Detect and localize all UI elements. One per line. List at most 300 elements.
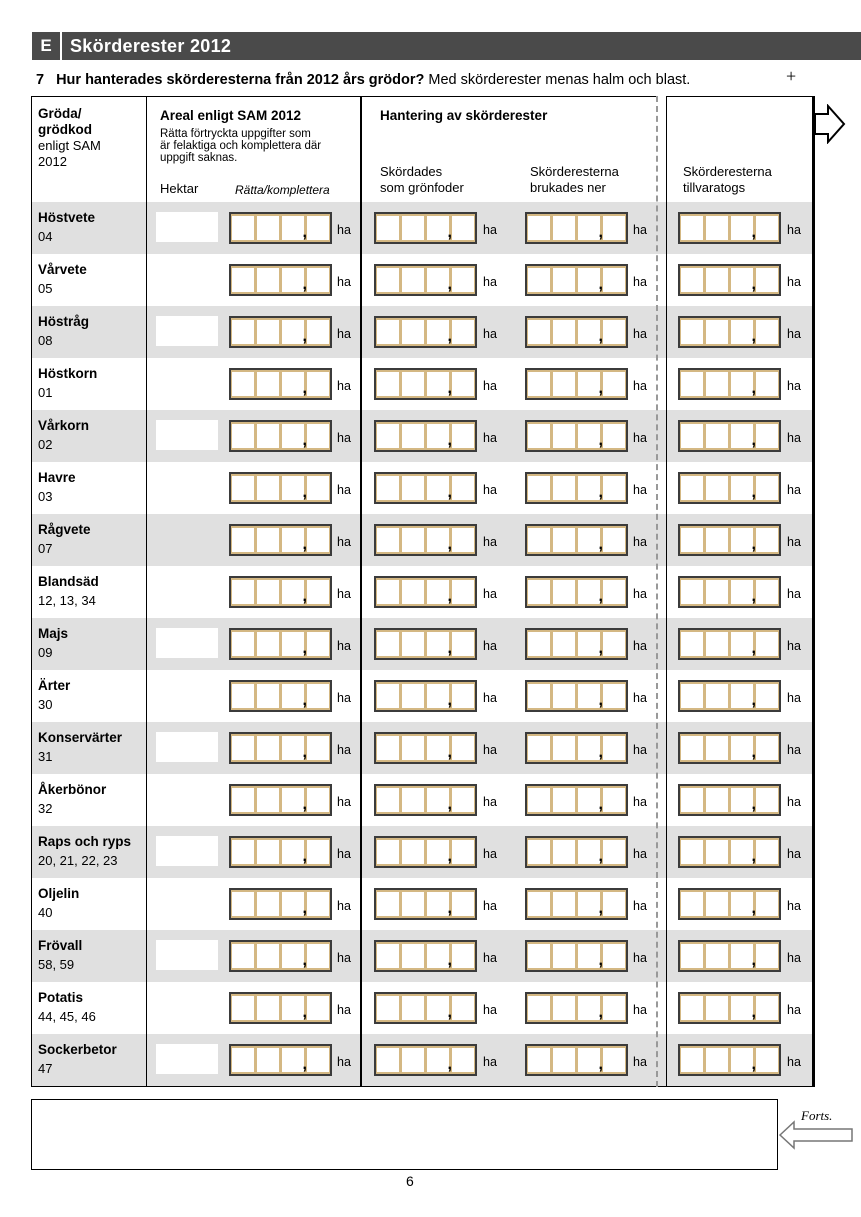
digit-cell[interactable] [402,632,424,656]
digit-cell[interactable] [706,944,728,968]
digit-cell[interactable] [731,892,753,916]
digit-cell[interactable] [427,580,449,604]
digit-cell[interactable] [528,476,550,500]
digit-cell[interactable] [681,268,703,292]
digit-cell[interactable] [681,840,703,864]
digit-cell[interactable] [257,788,279,812]
digit-cell[interactable] [528,268,550,292]
green-fodder-hectare-input[interactable] [374,732,477,764]
digit-cell[interactable] [706,372,728,396]
plowed-down-hectare-input[interactable] [525,628,628,660]
digit-cell[interactable] [681,736,703,760]
digit-cell[interactable] [603,840,625,864]
digit-cell[interactable] [756,1048,778,1072]
digit-cell[interactable] [553,372,575,396]
taken-care-hectare-input[interactable] [678,576,781,608]
digit-cell[interactable] [603,424,625,448]
digit-cell[interactable] [307,788,329,812]
digit-cell[interactable] [402,736,424,760]
taken-care-hectare-input[interactable] [678,628,781,660]
correct-hectare-input[interactable] [229,836,332,868]
digit-cell[interactable] [377,736,399,760]
digit-cell[interactable] [257,736,279,760]
digit-cell[interactable] [603,684,625,708]
digit-cell[interactable] [706,216,728,240]
digit-cell[interactable] [427,684,449,708]
digit-cell[interactable] [756,840,778,864]
digit-cell[interactable] [731,944,753,968]
taken-care-hectare-input[interactable] [678,940,781,972]
digit-cell[interactable] [756,580,778,604]
digit-cell[interactable] [706,268,728,292]
digit-cell[interactable] [578,320,600,344]
digit-cell[interactable] [427,320,449,344]
digit-cell[interactable] [578,372,600,396]
digit-cell[interactable] [553,216,575,240]
digit-cell[interactable] [452,476,474,500]
digit-cell[interactable] [706,424,728,448]
digit-cell[interactable] [452,684,474,708]
digit-cell[interactable] [257,528,279,552]
taken-care-hectare-input[interactable] [678,1044,781,1076]
digit-cell[interactable] [578,580,600,604]
taken-care-hectare-input[interactable] [678,368,781,400]
correct-hectare-input[interactable] [229,784,332,816]
digit-cell[interactable] [257,320,279,344]
digit-cell[interactable] [681,216,703,240]
digit-cell[interactable] [681,372,703,396]
digit-cell[interactable] [731,268,753,292]
digit-cell[interactable] [528,216,550,240]
digit-cell[interactable] [528,788,550,812]
notes-box[interactable] [31,1099,778,1170]
digit-cell[interactable] [681,996,703,1020]
digit-cell[interactable] [232,684,254,708]
digit-cell[interactable] [706,892,728,916]
digit-cell[interactable] [553,424,575,448]
digit-cell[interactable] [681,788,703,812]
correct-hectare-input[interactable] [229,992,332,1024]
digit-cell[interactable] [578,840,600,864]
plowed-down-hectare-input[interactable] [525,1044,628,1076]
digit-cell[interactable] [756,684,778,708]
taken-care-hectare-input[interactable] [678,316,781,348]
digit-cell[interactable] [528,736,550,760]
digit-cell[interactable] [232,1048,254,1072]
taken-care-hectare-input[interactable] [678,784,781,816]
digit-cell[interactable] [257,684,279,708]
digit-cell[interactable] [377,424,399,448]
digit-cell[interactable] [257,996,279,1020]
digit-cell[interactable] [427,840,449,864]
digit-cell[interactable] [706,528,728,552]
digit-cell[interactable] [681,424,703,448]
digit-cell[interactable] [756,476,778,500]
digit-cell[interactable] [553,788,575,812]
digit-cell[interactable] [578,476,600,500]
digit-cell[interactable] [377,580,399,604]
digit-cell[interactable] [528,684,550,708]
digit-cell[interactable] [427,632,449,656]
green-fodder-hectare-input[interactable] [374,420,477,452]
digit-cell[interactable] [282,372,304,396]
green-fodder-hectare-input[interactable] [374,628,477,660]
digit-cell[interactable] [578,944,600,968]
digit-cell[interactable] [731,684,753,708]
digit-cell[interactable] [402,320,424,344]
digit-cell[interactable] [232,632,254,656]
digit-cell[interactable] [452,892,474,916]
digit-cell[interactable] [578,788,600,812]
digit-cell[interactable] [731,320,753,344]
digit-cell[interactable] [307,268,329,292]
digit-cell[interactable] [307,684,329,708]
digit-cell[interactable] [578,684,600,708]
digit-cell[interactable] [528,944,550,968]
digit-cell[interactable] [282,424,304,448]
digit-cell[interactable] [377,320,399,344]
digit-cell[interactable] [528,892,550,916]
digit-cell[interactable] [603,736,625,760]
taken-care-hectare-input[interactable] [678,472,781,504]
digit-cell[interactable] [402,892,424,916]
plowed-down-hectare-input[interactable] [525,992,628,1024]
digit-cell[interactable] [282,684,304,708]
digit-cell[interactable] [603,1048,625,1072]
digit-cell[interactable] [731,788,753,812]
digit-cell[interactable] [553,684,575,708]
plowed-down-hectare-input[interactable] [525,368,628,400]
correct-hectare-input[interactable] [229,680,332,712]
digit-cell[interactable] [257,580,279,604]
digit-cell[interactable] [731,632,753,656]
correct-hectare-input[interactable] [229,888,332,920]
digit-cell[interactable] [232,372,254,396]
plowed-down-hectare-input[interactable] [525,732,628,764]
digit-cell[interactable] [756,528,778,552]
digit-cell[interactable] [553,1048,575,1072]
digit-cell[interactable] [452,320,474,344]
digit-cell[interactable] [402,580,424,604]
taken-care-hectare-input[interactable] [678,212,781,244]
digit-cell[interactable] [452,840,474,864]
digit-cell[interactable] [452,580,474,604]
digit-cell[interactable] [402,268,424,292]
digit-cell[interactable] [282,528,304,552]
correct-hectare-input[interactable] [229,1044,332,1076]
green-fodder-hectare-input[interactable] [374,992,477,1024]
digit-cell[interactable] [282,996,304,1020]
green-fodder-hectare-input[interactable] [374,680,477,712]
taken-care-hectare-input[interactable] [678,680,781,712]
digit-cell[interactable] [553,528,575,552]
digit-cell[interactable] [681,320,703,344]
correct-hectare-input[interactable] [229,420,332,452]
digit-cell[interactable] [232,736,254,760]
digit-cell[interactable] [232,996,254,1020]
digit-cell[interactable] [706,1048,728,1072]
digit-cell[interactable] [706,476,728,500]
digit-cell[interactable] [307,424,329,448]
plowed-down-hectare-input[interactable] [525,784,628,816]
digit-cell[interactable] [402,788,424,812]
taken-care-hectare-input[interactable] [678,264,781,296]
digit-cell[interactable] [402,216,424,240]
digit-cell[interactable] [528,996,550,1020]
digit-cell[interactable] [427,372,449,396]
digit-cell[interactable] [427,476,449,500]
digit-cell[interactable] [427,996,449,1020]
digit-cell[interactable] [553,996,575,1020]
digit-cell[interactable] [452,1048,474,1072]
digit-cell[interactable] [706,840,728,864]
plowed-down-hectare-input[interactable] [525,420,628,452]
digit-cell[interactable] [553,944,575,968]
digit-cell[interactable] [528,840,550,864]
digit-cell[interactable] [603,528,625,552]
digit-cell[interactable] [232,528,254,552]
digit-cell[interactable] [756,996,778,1020]
digit-cell[interactable] [756,788,778,812]
digit-cell[interactable] [528,580,550,604]
plowed-down-hectare-input[interactable] [525,264,628,296]
digit-cell[interactable] [257,944,279,968]
digit-cell[interactable] [452,424,474,448]
digit-cell[interactable] [452,736,474,760]
digit-cell[interactable] [377,476,399,500]
plowed-down-hectare-input[interactable] [525,888,628,920]
digit-cell[interactable] [402,840,424,864]
digit-cell[interactable] [528,1048,550,1072]
green-fodder-hectare-input[interactable] [374,212,477,244]
correct-hectare-input[interactable] [229,576,332,608]
digit-cell[interactable] [257,216,279,240]
digit-cell[interactable] [377,216,399,240]
digit-cell[interactable] [377,268,399,292]
digit-cell[interactable] [307,216,329,240]
digit-cell[interactable] [553,268,575,292]
digit-cell[interactable] [603,788,625,812]
digit-cell[interactable] [706,788,728,812]
digit-cell[interactable] [731,528,753,552]
digit-cell[interactable] [402,944,424,968]
digit-cell[interactable] [731,736,753,760]
digit-cell[interactable] [452,268,474,292]
plowed-down-hectare-input[interactable] [525,836,628,868]
digit-cell[interactable] [427,424,449,448]
digit-cell[interactable] [232,580,254,604]
digit-cell[interactable] [232,944,254,968]
digit-cell[interactable] [307,1048,329,1072]
digit-cell[interactable] [603,944,625,968]
correct-hectare-input[interactable] [229,940,332,972]
digit-cell[interactable] [681,528,703,552]
digit-cell[interactable] [706,996,728,1020]
digit-cell[interactable] [402,528,424,552]
digit-cell[interactable] [553,892,575,916]
digit-cell[interactable] [756,736,778,760]
digit-cell[interactable] [257,424,279,448]
digit-cell[interactable] [681,944,703,968]
digit-cell[interactable] [232,840,254,864]
digit-cell[interactable] [578,528,600,552]
digit-cell[interactable] [603,996,625,1020]
taken-care-hectare-input[interactable] [678,836,781,868]
digit-cell[interactable] [681,580,703,604]
digit-cell[interactable] [756,216,778,240]
digit-cell[interactable] [603,320,625,344]
digit-cell[interactable] [282,1048,304,1072]
digit-cell[interactable] [756,268,778,292]
digit-cell[interactable] [257,268,279,292]
plowed-down-hectare-input[interactable] [525,212,628,244]
digit-cell[interactable] [756,424,778,448]
digit-cell[interactable] [377,632,399,656]
digit-cell[interactable] [528,632,550,656]
digit-cell[interactable] [282,840,304,864]
digit-cell[interactable] [307,320,329,344]
digit-cell[interactable] [402,684,424,708]
digit-cell[interactable] [706,684,728,708]
digit-cell[interactable] [553,580,575,604]
digit-cell[interactable] [731,216,753,240]
digit-cell[interactable] [282,736,304,760]
digit-cell[interactable] [681,1048,703,1072]
correct-hectare-input[interactable] [229,316,332,348]
digit-cell[interactable] [731,424,753,448]
digit-cell[interactable] [282,580,304,604]
digit-cell[interactable] [307,632,329,656]
digit-cell[interactable] [706,736,728,760]
digit-cell[interactable] [756,320,778,344]
digit-cell[interactable] [257,476,279,500]
plowed-down-hectare-input[interactable] [525,472,628,504]
digit-cell[interactable] [282,268,304,292]
digit-cell[interactable] [427,944,449,968]
digit-cell[interactable] [681,476,703,500]
digit-cell[interactable] [427,216,449,240]
digit-cell[interactable] [681,892,703,916]
digit-cell[interactable] [706,632,728,656]
plowed-down-hectare-input[interactable] [525,680,628,712]
digit-cell[interactable] [377,372,399,396]
correct-hectare-input[interactable] [229,524,332,556]
digit-cell[interactable] [257,840,279,864]
digit-cell[interactable] [578,216,600,240]
digit-cell[interactable] [377,892,399,916]
digit-cell[interactable] [756,372,778,396]
digit-cell[interactable] [603,216,625,240]
digit-cell[interactable] [282,216,304,240]
digit-cell[interactable] [731,476,753,500]
digit-cell[interactable] [282,788,304,812]
digit-cell[interactable] [452,944,474,968]
digit-cell[interactable] [756,944,778,968]
digit-cell[interactable] [282,892,304,916]
digit-cell[interactable] [307,892,329,916]
digit-cell[interactable] [731,840,753,864]
digit-cell[interactable] [553,632,575,656]
digit-cell[interactable] [282,320,304,344]
digit-cell[interactable] [307,372,329,396]
digit-cell[interactable] [377,944,399,968]
digit-cell[interactable] [452,372,474,396]
green-fodder-hectare-input[interactable] [374,888,477,920]
digit-cell[interactable] [528,372,550,396]
digit-cell[interactable] [257,372,279,396]
digit-cell[interactable] [528,424,550,448]
taken-care-hectare-input[interactable] [678,888,781,920]
digit-cell[interactable] [377,840,399,864]
digit-cell[interactable] [232,476,254,500]
green-fodder-hectare-input[interactable] [374,368,477,400]
digit-cell[interactable] [402,1048,424,1072]
digit-cell[interactable] [756,632,778,656]
digit-cell[interactable] [578,892,600,916]
digit-cell[interactable] [232,268,254,292]
taken-care-hectare-input[interactable] [678,524,781,556]
digit-cell[interactable] [232,320,254,344]
correct-hectare-input[interactable] [229,732,332,764]
taken-care-hectare-input[interactable] [678,732,781,764]
digit-cell[interactable] [681,684,703,708]
digit-cell[interactable] [603,580,625,604]
digit-cell[interactable] [282,944,304,968]
digit-cell[interactable] [731,996,753,1020]
green-fodder-hectare-input[interactable] [374,472,477,504]
taken-care-hectare-input[interactable] [678,420,781,452]
digit-cell[interactable] [553,476,575,500]
digit-cell[interactable] [706,320,728,344]
digit-cell[interactable] [427,892,449,916]
digit-cell[interactable] [232,424,254,448]
digit-cell[interactable] [427,736,449,760]
digit-cell[interactable] [731,1048,753,1072]
digit-cell[interactable] [578,632,600,656]
digit-cell[interactable] [307,996,329,1020]
digit-cell[interactable] [528,320,550,344]
digit-cell[interactable] [257,632,279,656]
correct-hectare-input[interactable] [229,628,332,660]
digit-cell[interactable] [377,684,399,708]
green-fodder-hectare-input[interactable] [374,576,477,608]
green-fodder-hectare-input[interactable] [374,940,477,972]
digit-cell[interactable] [578,736,600,760]
plowed-down-hectare-input[interactable] [525,524,628,556]
digit-cell[interactable] [377,528,399,552]
digit-cell[interactable] [452,996,474,1020]
digit-cell[interactable] [553,736,575,760]
digit-cell[interactable] [553,320,575,344]
digit-cell[interactable] [427,268,449,292]
digit-cell[interactable] [377,996,399,1020]
digit-cell[interactable] [553,840,575,864]
digit-cell[interactable] [706,580,728,604]
digit-cell[interactable] [307,840,329,864]
taken-care-hectare-input[interactable] [678,992,781,1024]
correct-hectare-input[interactable] [229,212,332,244]
digit-cell[interactable] [731,580,753,604]
digit-cell[interactable] [603,372,625,396]
digit-cell[interactable] [257,892,279,916]
digit-cell[interactable] [377,788,399,812]
digit-cell[interactable] [578,1048,600,1072]
digit-cell[interactable] [257,1048,279,1072]
digit-cell[interactable] [427,528,449,552]
digit-cell[interactable] [578,424,600,448]
plowed-down-hectare-input[interactable] [525,940,628,972]
digit-cell[interactable] [232,216,254,240]
